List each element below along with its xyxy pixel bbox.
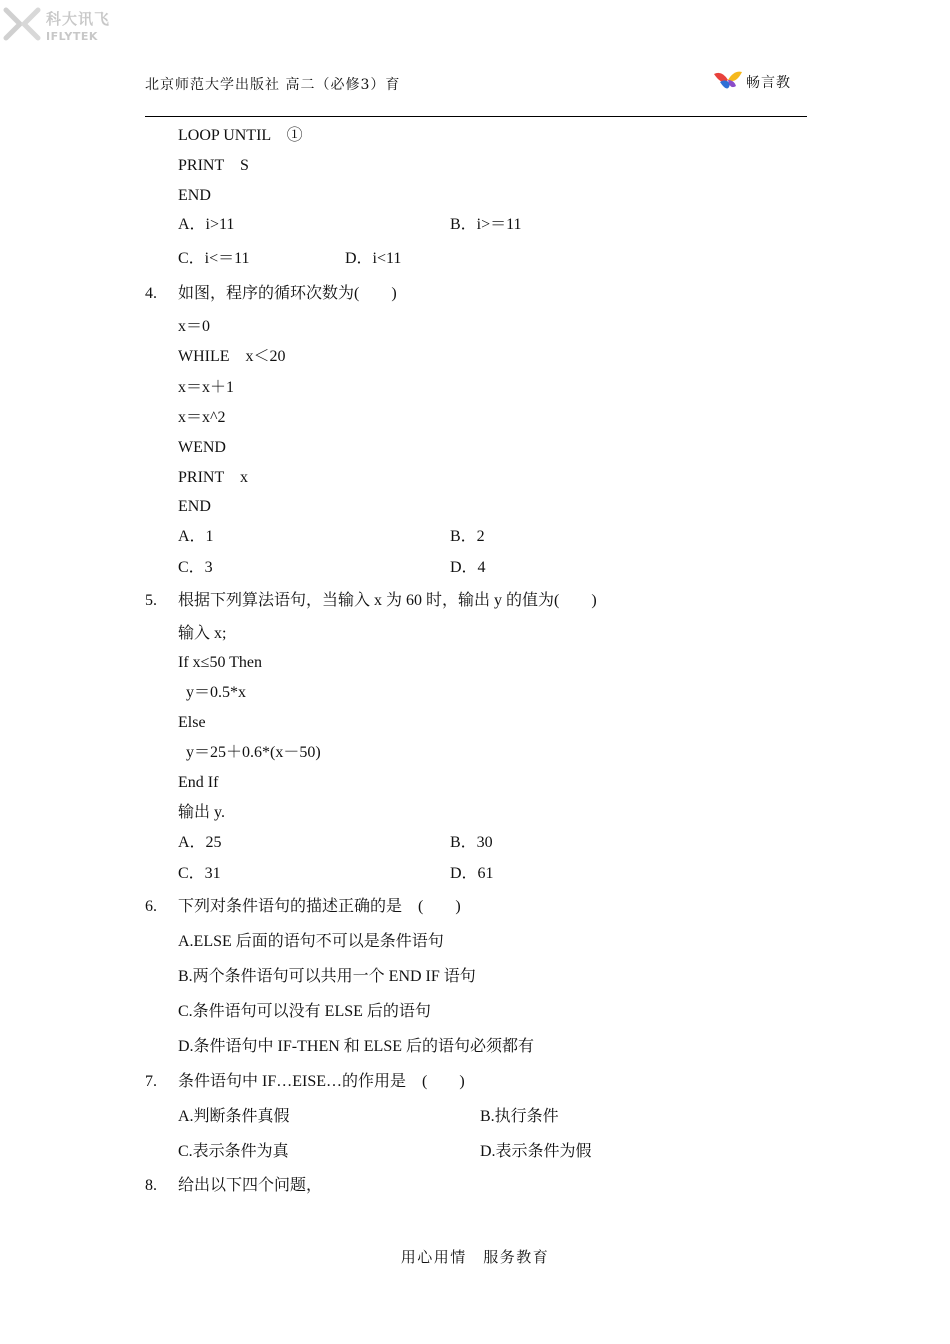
q4-code-line: END — [178, 498, 211, 515]
q5-code-line: Else — [178, 714, 206, 731]
q4-code-line: WEND — [178, 439, 226, 456]
q3-option-b: B．i>＝11 — [450, 216, 522, 233]
q5-number: 5. — [145, 592, 157, 609]
q5-code-line: y＝25＋0.6*(x－50) — [186, 744, 321, 761]
q4-code-line: PRINT x — [178, 469, 248, 486]
q7-option-d: D.表示条件为假 — [480, 1143, 592, 1160]
q6-option-b: B.两个条件语句可以共用一个 END IF 语句 — [178, 968, 476, 985]
header-brand — [712, 68, 791, 96]
q6-option-d: D.条件语句中 IF-THEN 和 ELSE 后的语句必须都有 — [178, 1038, 534, 1055]
q6-option-a: A.ELSE 后面的语句不可以是条件语句 — [178, 933, 444, 950]
q7-stem: 条件语句中 IF…EISE…的作用是 ( ) — [178, 1073, 465, 1090]
q5-code-line: End If — [178, 774, 219, 791]
q4-code-line: x＝0 — [178, 318, 211, 335]
q4-option-c: C．3 — [178, 559, 213, 576]
q3-print: PRINT S — [178, 157, 249, 174]
q4-option-b: B．2 — [450, 528, 485, 545]
q6-number: 6. — [145, 898, 157, 915]
header-brand-text: 畅言教 — [746, 75, 791, 91]
iflytek-logo-icon — [2, 4, 42, 44]
q5-option-a: A．25 — [178, 834, 222, 851]
q8-number: 8. — [145, 1177, 157, 1194]
q5-option-c: C．31 — [178, 865, 221, 882]
page-header — [145, 76, 807, 117]
page-footer: 用心用情 服务教育 — [400, 1248, 550, 1266]
q5-code-line: If x≤50 Then — [178, 654, 263, 671]
q4-option-a: A．1 — [178, 528, 214, 545]
q7-option-c: C.表示条件为真 — [178, 1143, 289, 1160]
q4-stem: 如图，程序的循环次数为( ) — [178, 285, 397, 302]
q4-option-d: D．4 — [450, 559, 486, 576]
q3-option-a: A．i>11 — [178, 216, 235, 233]
iflytek-watermark — [2, 4, 112, 44]
header-publisher: 北京师范大学出版社 高二（必修3）育 — [145, 77, 401, 93]
watermark-cn: 科大讯飞 — [46, 10, 111, 28]
q8-stem: 给出以下四个问题， — [178, 1177, 323, 1194]
q4-code-line: x＝x^2 — [178, 409, 226, 426]
q5-option-d: D．61 — [450, 865, 494, 882]
q4-number: 4. — [145, 285, 157, 302]
q5-code-line: 输出 y. — [178, 804, 225, 821]
q3-loop-until: LOOP UNTIL ① — [178, 127, 303, 144]
q3-option-d: D．i<11 — [345, 250, 402, 267]
q6-option-c: C.条件语句可以没有 ELSE 后的语句 — [178, 1003, 431, 1020]
changyan-logo-icon — [712, 68, 744, 96]
q7-option-b: B.执行条件 — [480, 1108, 559, 1125]
q7-number: 7. — [145, 1073, 157, 1090]
q6-stem: 下列对条件语句的描述正确的是 ( ) — [178, 898, 461, 915]
q5-option-b: B．30 — [450, 834, 493, 851]
q3-end: END — [178, 187, 211, 204]
watermark-en: IFLYTEK — [46, 30, 98, 43]
q7-option-a: A.判断条件真假 — [178, 1108, 290, 1125]
q4-code-line: x＝x＋1 — [178, 379, 235, 396]
q3-option-c: C．i<＝11 — [178, 250, 250, 267]
q5-code-line: 输入 x; — [178, 625, 227, 642]
q4-code-line: WHILE x＜20 — [178, 348, 286, 365]
q5-stem: 根据下列算法语句，当输入 x 为 60 时，输出 y 的值为( ) — [178, 592, 597, 609]
q5-code-line: y＝0.5*x — [186, 684, 247, 701]
